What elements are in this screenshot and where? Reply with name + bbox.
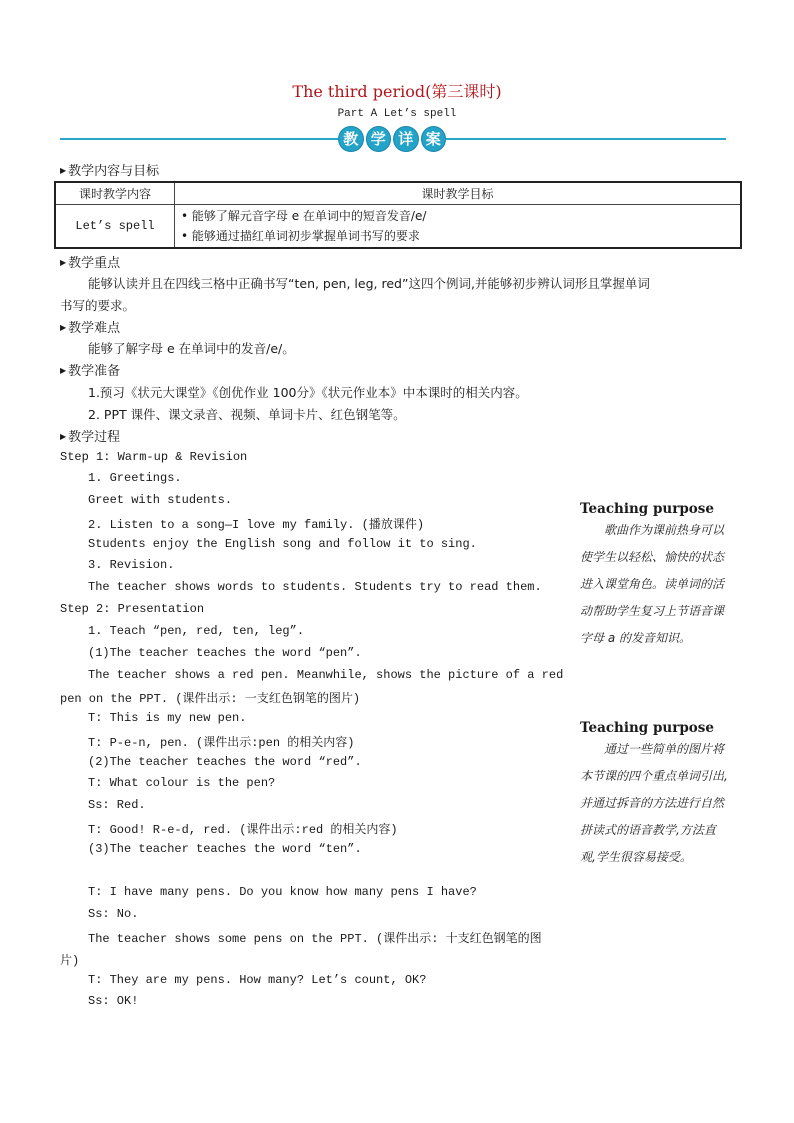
process-line: 1. Greetings. <box>88 471 182 485</box>
triangle-bullet-icon: ▶ <box>60 166 67 175</box>
section-heading-key-points: ▶ 教学重点 <box>60 256 121 271</box>
step-heading: Step 2: Presentation <box>60 602 205 616</box>
process-line: The teacher shows a red pen. Meanwhile, shows the picture of a red <box>88 668 564 682</box>
process-line: The teacher shows some pens on the PPT. (课件出示: 十支红色钢笔的图 <box>88 932 542 946</box>
section-heading-content-goals: ▶ 教学内容与目标 <box>60 164 160 179</box>
process-line: 2. Listen to a song—I love my family. (播放课件) <box>88 518 425 532</box>
teaching-purpose-heading: Teaching purpose <box>580 720 714 736</box>
process-line: (2)The teacher teaches the word “red”. <box>88 755 362 769</box>
teaching-purpose-body: 通过一些简单的图片将 本节课的四个重点单词引出, 并通过拆音的方法进行自然 拼读式的语音教学,方法直 观,学生很容易接受。 <box>580 742 728 864</box>
table-header-goals: 课时教学目标 <box>175 182 742 205</box>
process-line: T: Good! R-e-d, red. (课件出示:red 的相关内容) <box>88 823 398 837</box>
section-heading-difficulty: ▶ 教学难点 <box>60 321 121 336</box>
triangle-bullet-icon: ▶ <box>60 323 67 332</box>
process-line: 1. Teach “pen, red, ten, leg”. <box>88 624 305 638</box>
process-line: Ss: Red. <box>88 798 146 812</box>
step-heading: Step 1: Warm-up & Revision <box>60 450 248 464</box>
goal-item: • 能够通过描红单词初步掌握单词书写的要求 <box>181 229 420 243</box>
page-title: The third period(第三课时) <box>292 82 502 101</box>
banner-char: 案 <box>421 126 447 152</box>
process-line: T: P-e-n, pen. (课件出示:pen 的相关内容) <box>88 736 355 750</box>
key-points-text: 书写的要求。 <box>60 298 136 313</box>
triangle-bullet-icon: ▶ <box>60 432 67 441</box>
page-subtitle: Part A Let’s spell <box>337 108 457 120</box>
preparation-item: 1.预习《状元大课堂》《创优作业 100分》《状元作业本》中本课时的相关内容。 <box>88 385 528 400</box>
process-line: Ss: OK! <box>88 994 139 1008</box>
process-line: 片) <box>60 954 80 968</box>
process-line: Greet with students. <box>88 493 233 507</box>
header-divider-right <box>444 138 726 140</box>
goal-item: • 能够了解元音字母 e 在单词中的短音发音/e/ <box>181 209 427 223</box>
banner-char: 详 <box>393 126 419 152</box>
process-line: T: I have many pens. Do you know how many pens I have? <box>88 885 477 899</box>
section-heading-preparation: ▶ 教学准备 <box>60 364 121 379</box>
process-line: Students enjoy the English song and follow it to sing. <box>88 537 477 551</box>
triangle-bullet-icon: ▶ <box>60 366 67 375</box>
process-line: (3)The teacher teaches the word “ten”. <box>88 842 362 856</box>
key-points-text: 能够认读并且在四线三格中正确书写“ten, pen, leg, red”这四个例词,并能够初步辨认词形且掌握单词 <box>88 276 650 291</box>
process-line: pen on the PPT. (课件出示: 一支红色钢笔的图片) <box>60 692 361 706</box>
section-heading-process: ▶ 教学过程 <box>60 430 121 445</box>
process-line: T: This is my new pen. <box>88 711 247 725</box>
header-divider-left <box>60 138 340 140</box>
teaching-purpose-heading: Teaching purpose <box>580 501 714 517</box>
lesson-plan-banner <box>338 126 446 152</box>
difficulty-text: 能够了解字母 e 在单词中的发音/e/。 <box>88 341 295 356</box>
process-line: The teacher shows words to students. Students try to read them. <box>88 580 542 594</box>
process-line: 3. Revision. <box>88 558 175 572</box>
process-line: Ss: No. <box>88 907 139 921</box>
table-header-content: 课时教学内容 <box>55 182 175 205</box>
process-line: T: What colour is the pen? <box>88 776 276 790</box>
teaching-purpose-body: 歌曲作为课前热身可以 使学生以轻松、愉快的状态 进入课堂角色。读单词的活 动帮助学生复习上节语音课 字母 a 的发音知识。 <box>580 523 725 645</box>
table-cell-content: Let’s spell <box>55 205 175 249</box>
triangle-bullet-icon: ▶ <box>60 258 67 267</box>
preparation-item: 2. PPT 课件、课文录音、视频、单词卡片、红色钢笔等。 <box>88 407 406 422</box>
banner-char: 教 <box>338 126 364 152</box>
banner-char: 学 <box>366 126 392 152</box>
goals-table <box>54 181 742 249</box>
process-line: T: They are my pens. How many? Let’s count, OK? <box>88 973 427 987</box>
process-line: (1)The teacher teaches the word “pen”. <box>88 646 362 660</box>
